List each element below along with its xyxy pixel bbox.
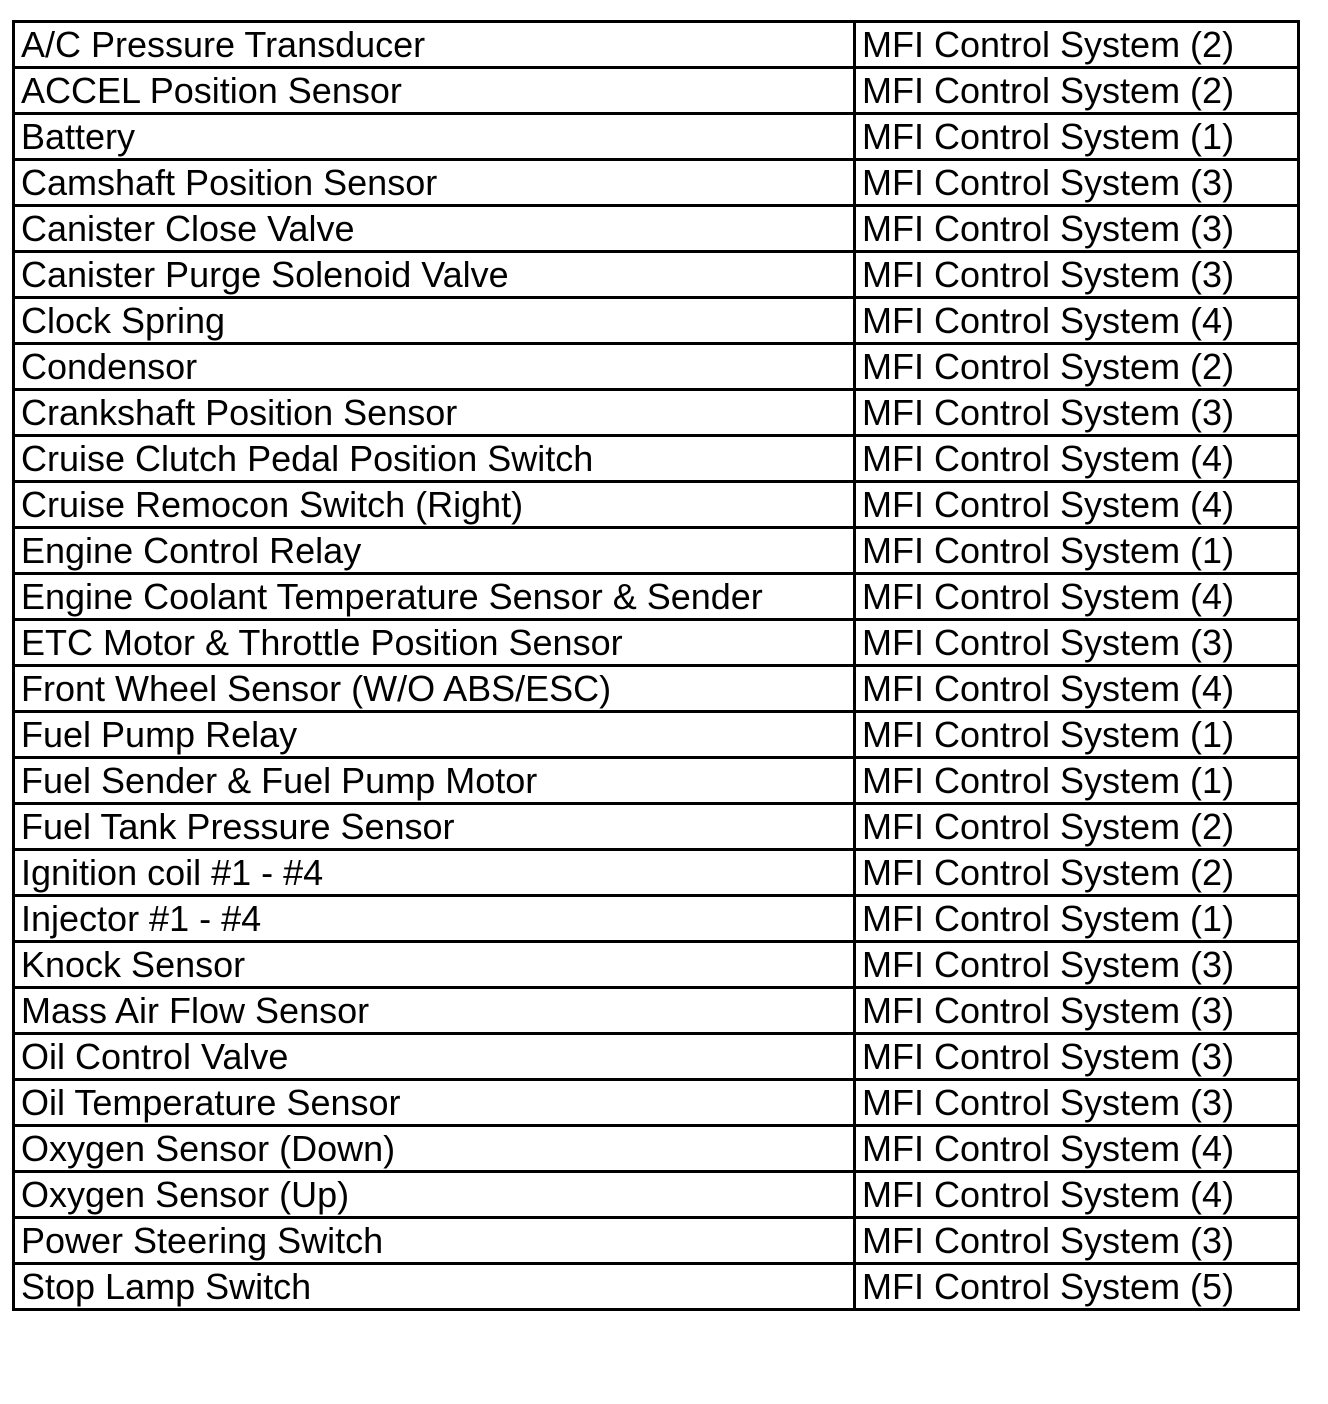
table-row — [14, 758, 1299, 804]
component-name-cell: Canister Purge Solenoid Valve — [14, 252, 855, 298]
table-row — [14, 1080, 1299, 1126]
system-reference-cell: MFI Control System (2) — [855, 68, 1299, 114]
component-name-cell: Cruise Clutch Pedal Position Switch — [14, 436, 855, 482]
system-reference-cell: MFI Control System (3) — [855, 620, 1299, 666]
system-reference-cell: MFI Control System (4) — [855, 666, 1299, 712]
component-name-cell: Battery — [14, 114, 855, 160]
system-reference-cell: MFI Control System (1) — [855, 758, 1299, 804]
table-row — [14, 114, 1299, 160]
table-row — [14, 22, 1299, 68]
component-name-cell: Cruise Remocon Switch (Right) — [14, 482, 855, 528]
component-name-cell: Fuel Tank Pressure Sensor — [14, 804, 855, 850]
table-row — [14, 712, 1299, 758]
component-name-cell: Condensor — [14, 344, 855, 390]
table-row — [14, 298, 1299, 344]
component-name-cell: Clock Spring — [14, 298, 855, 344]
table-row — [14, 574, 1299, 620]
table-row — [14, 344, 1299, 390]
system-reference-cell: MFI Control System (3) — [855, 1218, 1299, 1264]
system-reference-cell: MFI Control System (2) — [855, 22, 1299, 68]
table-row — [14, 896, 1299, 942]
component-name-cell: Crankshaft Position Sensor — [14, 390, 855, 436]
table-row — [14, 1264, 1299, 1310]
system-reference-cell: MFI Control System (3) — [855, 988, 1299, 1034]
component-name-cell: Knock Sensor — [14, 942, 855, 988]
system-reference-cell: MFI Control System (1) — [855, 896, 1299, 942]
table-row — [14, 804, 1299, 850]
system-reference-cell: MFI Control System (1) — [855, 114, 1299, 160]
table-row — [14, 942, 1299, 988]
system-reference-cell: MFI Control System (4) — [855, 482, 1299, 528]
component-name-cell: Fuel Pump Relay — [14, 712, 855, 758]
system-reference-cell: MFI Control System (4) — [855, 436, 1299, 482]
system-reference-cell: MFI Control System (1) — [855, 528, 1299, 574]
table-row — [14, 1218, 1299, 1264]
table-row — [14, 390, 1299, 436]
system-reference-cell: MFI Control System (4) — [855, 1126, 1299, 1172]
component-name-cell: Stop Lamp Switch — [14, 1264, 855, 1310]
system-reference-cell: MFI Control System (2) — [855, 850, 1299, 896]
table-row — [14, 850, 1299, 896]
component-name-cell: Mass Air Flow Sensor — [14, 988, 855, 1034]
system-reference-cell: MFI Control System (4) — [855, 298, 1299, 344]
table-row — [14, 666, 1299, 712]
system-reference-cell: MFI Control System (1) — [855, 712, 1299, 758]
component-name-cell: ETC Motor & Throttle Position Sensor — [14, 620, 855, 666]
component-name-cell: Power Steering Switch — [14, 1218, 855, 1264]
system-reference-cell: MFI Control System (3) — [855, 390, 1299, 436]
table-row — [14, 68, 1299, 114]
system-reference-cell: MFI Control System (3) — [855, 1080, 1299, 1126]
system-reference-cell: MFI Control System (2) — [855, 344, 1299, 390]
table-row — [14, 1126, 1299, 1172]
system-reference-cell: MFI Control System (5) — [855, 1264, 1299, 1310]
table-row — [14, 620, 1299, 666]
component-name-cell: Camshaft Position Sensor — [14, 160, 855, 206]
table-row — [14, 160, 1299, 206]
system-reference-cell: MFI Control System (4) — [855, 1172, 1299, 1218]
component-name-cell: Engine Coolant Temperature Sensor & Sender — [14, 574, 855, 620]
component-name-cell: Fuel Sender & Fuel Pump Motor — [14, 758, 855, 804]
component-name-cell: Oil Temperature Sensor — [14, 1080, 855, 1126]
component-name-cell: Ignition coil #1 - #4 — [14, 850, 855, 896]
component-name-cell: Oxygen Sensor (Down) — [14, 1126, 855, 1172]
component-name-cell: A/C Pressure Transducer — [14, 22, 855, 68]
table-row — [14, 206, 1299, 252]
system-reference-cell: MFI Control System (3) — [855, 1034, 1299, 1080]
table-row — [14, 1172, 1299, 1218]
component-name-cell: Oil Control Valve — [14, 1034, 855, 1080]
component-name-cell: Engine Control Relay — [14, 528, 855, 574]
table-body — [14, 22, 1299, 1310]
table-row — [14, 1034, 1299, 1080]
system-reference-cell: MFI Control System (3) — [855, 206, 1299, 252]
table-row — [14, 252, 1299, 298]
system-reference-cell: MFI Control System (3) — [855, 942, 1299, 988]
system-reference-cell: MFI Control System (3) — [855, 252, 1299, 298]
system-reference-cell: MFI Control System (4) — [855, 574, 1299, 620]
component-name-cell: Oxygen Sensor (Up) — [14, 1172, 855, 1218]
table-row — [14, 436, 1299, 482]
component-name-cell: Canister Close Valve — [14, 206, 855, 252]
table-row — [14, 988, 1299, 1034]
component-name-cell: ACCEL Position Sensor — [14, 68, 855, 114]
system-reference-cell: MFI Control System (2) — [855, 804, 1299, 850]
component-name-cell: Front Wheel Sensor (W/O ABS/ESC) — [14, 666, 855, 712]
component-name-cell: Injector #1 - #4 — [14, 896, 855, 942]
component-location-table — [12, 20, 1300, 1311]
table-row — [14, 482, 1299, 528]
system-reference-cell: MFI Control System (3) — [855, 160, 1299, 206]
table-row — [14, 528, 1299, 574]
